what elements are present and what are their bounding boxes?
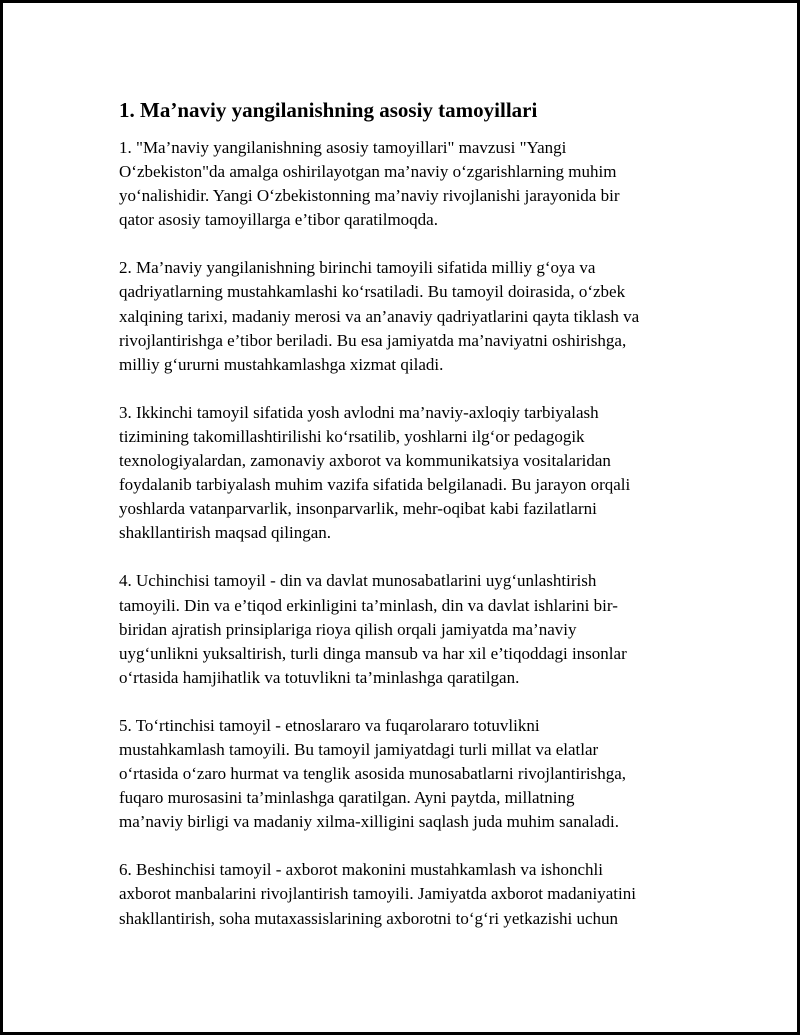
text-line: yoshlarda vatanparvarlik, insonparvarlik, mehr-oqibat kabi fazilatlarni bbox=[119, 499, 597, 519]
text-line: tamoyili. Din va e’tiqod erkinligini ta’minlash, din va davlat ishlarini bir- bbox=[119, 595, 618, 615]
section-heading: 1. Ma’naviy yangilanishning asosiy tamoyillari bbox=[119, 98, 538, 122]
text-line: 4. Uchinchisi tamoyil - din va davlat munosabatlarini uyg‘unlashtirish bbox=[119, 571, 597, 591]
text-line: yo‘nalishidir. Yangi O‘zbekistonning ma’naviy rivojlanishi jarayonida bir bbox=[119, 186, 620, 206]
text-line: mustahkamlash tamoyili. Bu tamoyil jamiyatdagi turli millat va elatlar bbox=[119, 739, 599, 759]
text-line: texnologiyalardan, zamonaviy axborot va kommunikatsiya vositalaridan bbox=[119, 451, 611, 471]
text-line: shakllantirish, soha mutaxassislarining axborotni to‘g‘ri yetkazishi uchun bbox=[119, 908, 619, 928]
text-line: ma’naviy birligi va madaniy xilma-xilligini saqlash juda muhim sanaladi. bbox=[119, 812, 619, 832]
text-line: 3. Ikkinchi tamoyil sifatida yosh avlodni ma’naviy-axloqiy tarbiyalash bbox=[119, 402, 599, 422]
text-line: milliy g‘ururni mustahkamlashga xizmat qiladi. bbox=[119, 354, 444, 374]
paragraph-4 bbox=[119, 569, 699, 689]
text-line: uyg‘unlikni yuksaltirish, turli dinga mansub va har xil e’tiqoddagi insonlar bbox=[119, 643, 627, 663]
text-line: axborot manbalarini rivojlantirish tamoyili. Jamiyatda axborot madaniyatini bbox=[119, 884, 636, 904]
text-line: xalqining tarixi, madaniy merosi va an’anaviy qadriyatlarini qayta tiklash va bbox=[119, 306, 640, 326]
paragraph-6 bbox=[119, 858, 699, 930]
text-line: qadriyatlarning mustahkamlashi ko‘rsatiladi. Bu tamoyil doirasida, o‘zbek bbox=[119, 282, 626, 302]
text-line: 2. Ma’naviy yangilanishning birinchi tamoyili sifatida milliy g‘oya va bbox=[119, 258, 596, 278]
paragraph-2 bbox=[119, 256, 699, 376]
text-line: foydalanib tarbiyalash muhim vazifa sifatida belgilanadi. Bu jarayon orqali bbox=[119, 475, 631, 495]
text-line: 5. To‘rtinchisi tamoyil - etnoslararo va fuqarolararo totuvlikni bbox=[119, 715, 540, 735]
text-line: qator asosiy tamoyillarga e’tibor qaratilmoqda. bbox=[119, 210, 438, 230]
text-line: tizimining takomillashtirilishi ko‘rsatilib, yoshlarni ilg‘or pedagogik bbox=[119, 426, 585, 446]
text-line: biridan ajratish prinsiplariga rioya qilish orqali jamiyatda ma’naviy bbox=[119, 619, 577, 639]
paragraph-5 bbox=[119, 714, 699, 834]
paragraph-3 bbox=[119, 401, 699, 546]
text-line: 1. "Ma’naviy yangilanishning asosiy tamoyillari" mavzusi "Yangi bbox=[119, 138, 567, 157]
paragraph-1 bbox=[119, 136, 699, 232]
text-line: O‘zbekiston"da amalga oshirilayotgan ma’naviy o‘zgarishlarning muhim bbox=[119, 162, 617, 182]
document-body bbox=[119, 96, 699, 955]
text-line: 6. Beshinchisi tamoyil - axborot makonini mustahkamlash va ishonchli bbox=[119, 860, 603, 880]
text-line: shakllantirish maqsad qilingan. bbox=[119, 523, 331, 543]
text-line: o‘rtasida hamjihatlik va totuvlikni ta’minlashga qaratilgan. bbox=[119, 667, 520, 687]
text-line: fuqaro murosasini ta’minlashga qaratilgan. Ayni paytda, millatning bbox=[119, 788, 575, 808]
text-line: o‘rtasida o‘zaro hurmat va tenglik asosida munosabatlarni rivojlantirishga, bbox=[119, 764, 627, 784]
text-line: rivojlantirishga e’tibor beriladi. Bu esa jamiyatda ma’naviyatni oshirishga, bbox=[119, 330, 627, 350]
